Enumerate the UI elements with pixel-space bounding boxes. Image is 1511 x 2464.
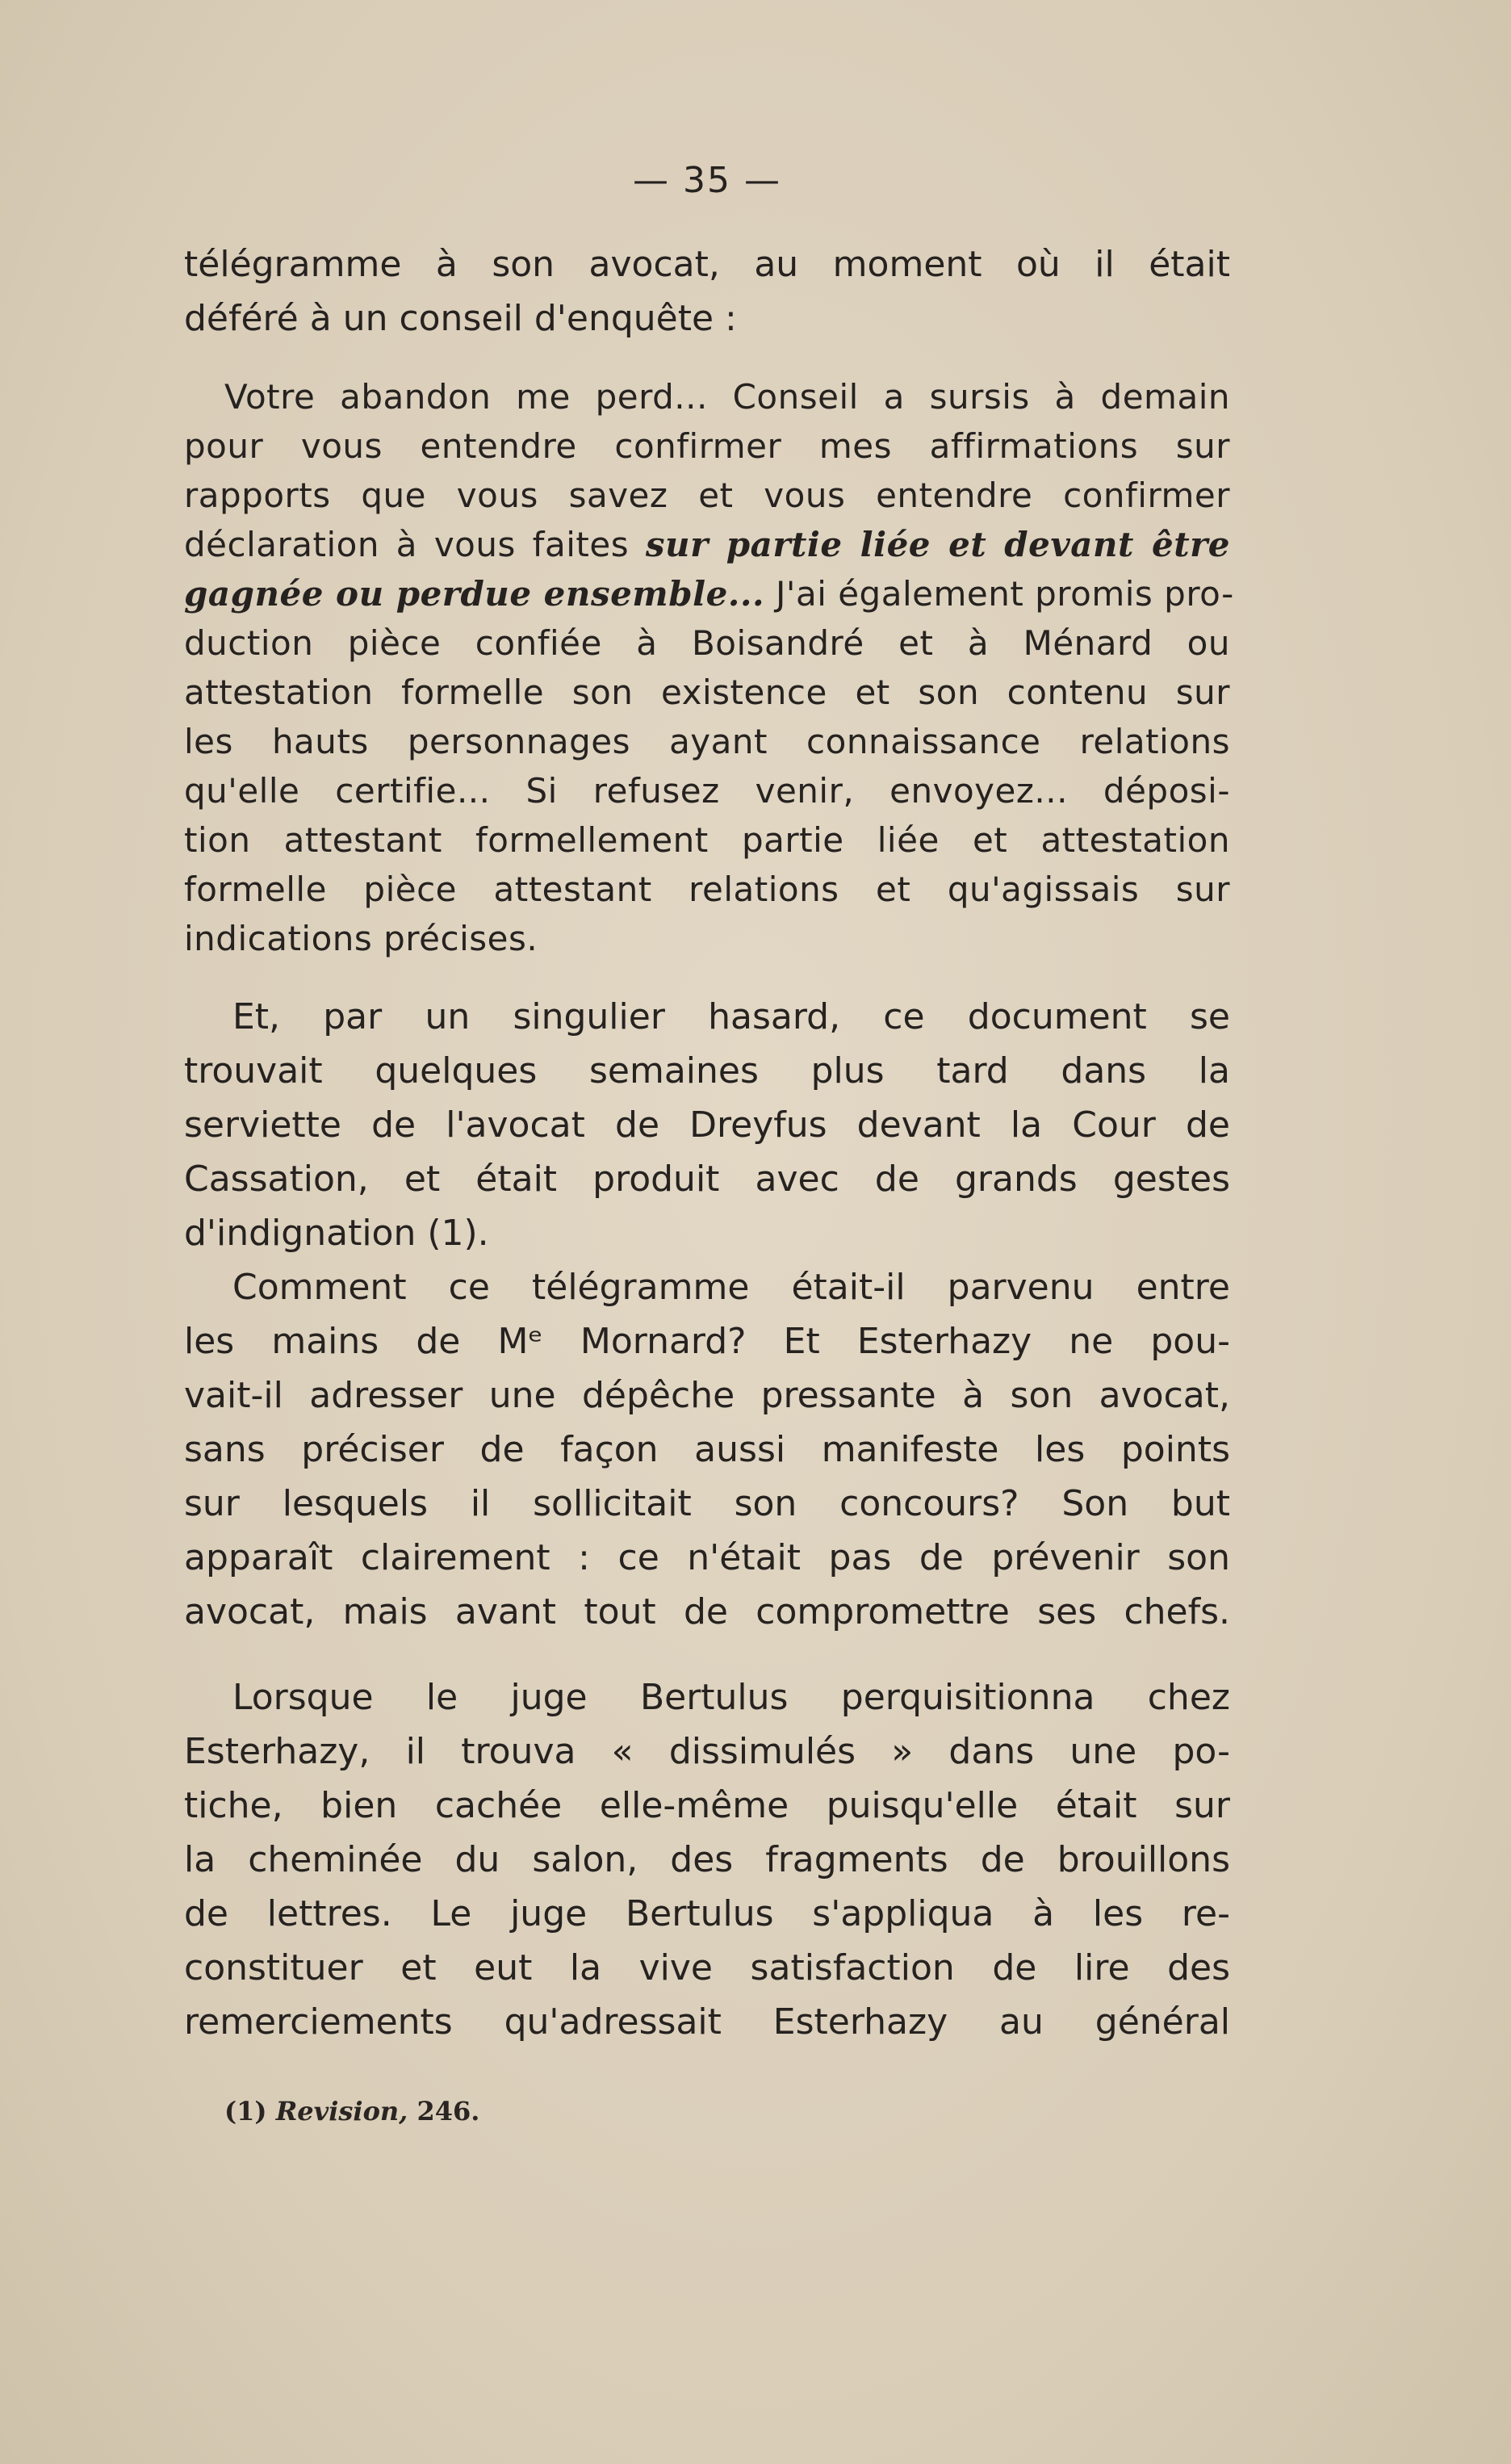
quote-line: formelle pièce attestant relations et qu'agissais sur	[184, 870, 1230, 909]
footnote-source: Revision,	[275, 2096, 408, 2127]
paragraph-line: remerciements qu'adressait Esterhazy au général	[184, 2001, 1230, 2043]
paragraph-line: tiche, bien cachée elle-même puisqu'elle était sur	[184, 1785, 1230, 1826]
page-number: — 35 —	[633, 160, 781, 201]
paragraph-line: d'indignation (1).	[184, 1213, 489, 1254]
paragraph-line: Cassation, et était produit avec de grands gestes	[184, 1159, 1230, 1200]
paragraph-line: la cheminée du salon, des fragments de brouillons	[184, 1839, 1230, 1880]
paragraph-line: apparaît clairement : ce n'était pas de prévenir son	[184, 1537, 1230, 1578]
paragraph-line: avocat, mais avant tout de compromettre ses chefs.	[184, 1591, 1230, 1632]
paragraph-line: sans préciser de façon aussi manifeste les points	[184, 1429, 1230, 1470]
paragraph-line: trouvait quelques semaines plus tard dans la	[184, 1050, 1230, 1092]
quote-line: les hauts personnages ayant connaissance relations	[184, 722, 1230, 761]
quote-line: gagnée ou perdue ensemble... J'ai également promis pro-	[184, 574, 1234, 614]
quote-line: attestation formelle son existence et son contenu sur	[184, 673, 1230, 712]
paragraph-line: Comment ce télégramme était-il parvenu entre	[232, 1267, 1230, 1308]
quote-line: duction pièce confiée à Boisandré et à Ménard ou	[184, 623, 1230, 663]
quote-line: rapports que vous savez et vous entendre confirmer	[184, 476, 1230, 515]
paragraph-line: serviette de l'avocat de Dreyfus devant la Cour de	[184, 1104, 1230, 1146]
quote-line: qu'elle certifie... Si refusez venir, envoyez... déposi-	[184, 771, 1230, 811]
quote-line: indications précises.	[184, 919, 538, 958]
footnote	[224, 2096, 479, 2127]
footnote-page: 246.	[416, 2096, 480, 2127]
paragraph-line: Esterhazy, il trouva « dissimulés » dans une po-	[184, 1731, 1230, 1772]
paragraph-line: Lorsque le juge Bertulus perquisitionna chez	[232, 1677, 1230, 1718]
footnote-marker: (1)	[224, 2096, 267, 2127]
quote-line: tion attestant formellement partie liée et attestation	[184, 820, 1230, 860]
paragraph-line: les mains de Mᵉ Mornard? Et Esterhazy ne pou-	[184, 1321, 1230, 1362]
quote-line: déclaration à vous faites sur partie liée et devant être	[184, 525, 1231, 564]
paragraph-line: constituer et eut la vive satisfaction de lire des	[184, 1947, 1230, 1988]
paragraph-line: vait-il adresser une dépêche pressante à son avocat,	[184, 1375, 1230, 1416]
intro-line: déféré à un conseil d'enquête :	[184, 298, 737, 339]
paragraph-line: Et, par un singulier hasard, ce document se	[232, 996, 1230, 1037]
intro-line: télégramme à son avocat, au moment où il était	[184, 244, 1230, 285]
quote-line: pour vous entendre confirmer mes affirmations sur	[184, 426, 1230, 466]
paragraph-line: de lettres. Le juge Bertulus s'appliqua à les re-	[184, 1893, 1230, 1934]
quote-line: Votre abandon me perd... Conseil a sursis à demain	[224, 377, 1230, 417]
paragraph-line: sur lesquels il sollicitait son concours? Son but	[184, 1483, 1230, 1524]
